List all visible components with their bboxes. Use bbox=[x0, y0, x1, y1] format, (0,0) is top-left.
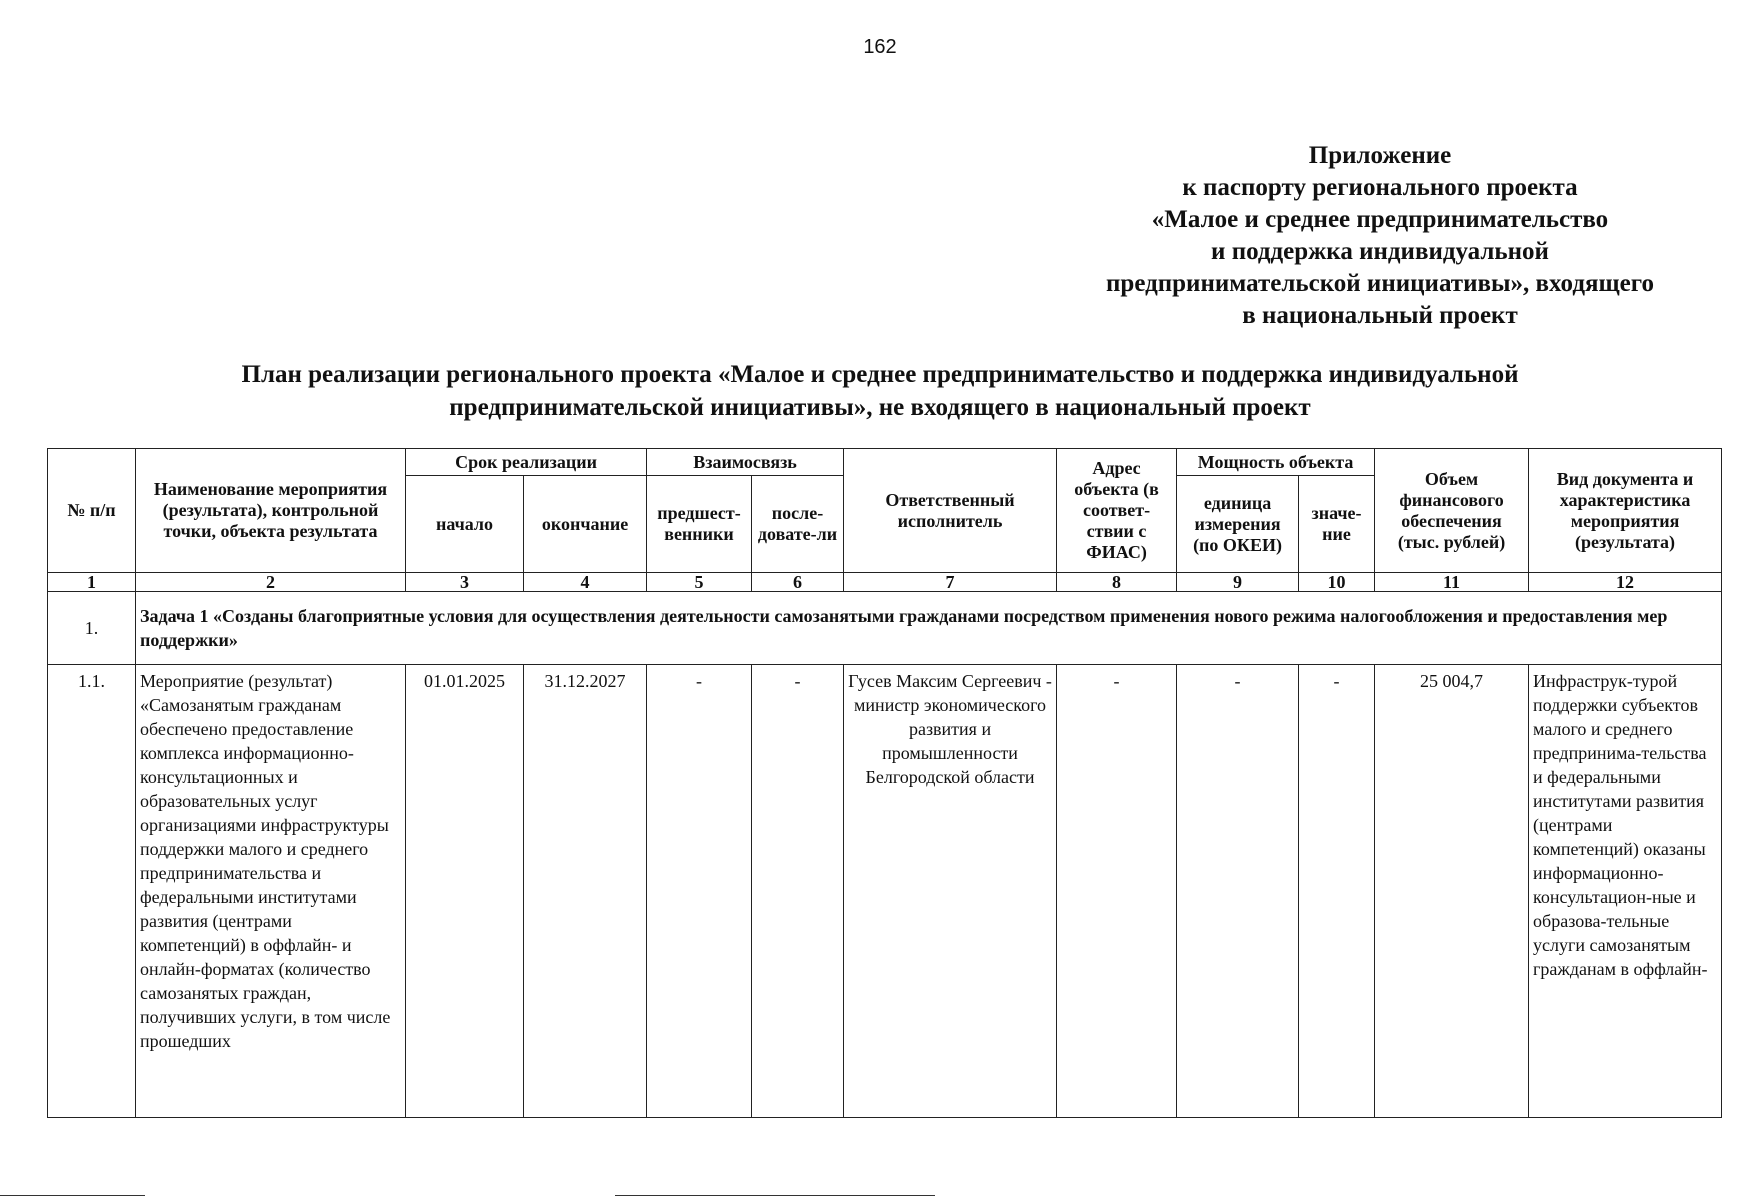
plan-title-line: План реализации регионального проекта «Малое и среднее предпринимательство и поддержка индивидуальной bbox=[241, 361, 1519, 388]
header-start: начало bbox=[406, 476, 524, 573]
column-number: 12 bbox=[1529, 573, 1722, 592]
page-number: 162 bbox=[863, 36, 897, 58]
header-responsible: Ответственный исполнитель bbox=[844, 449, 1057, 573]
row-name: Мероприятие (результат) «Самозанятым гражданам обеспечено предоставление комплекса информационно-консультационных и образовательных услуг организациями инфраструктуры поддержки малого и среднего предпринимательства и федеральными институтами развития (центрами компетенций) в оффлайн- и онлайн-форматах (количество самозанятых граждан, получивших услуги, в том числе прошедших bbox=[140, 671, 391, 1051]
header-predecessors: предшест-венники bbox=[647, 476, 752, 573]
footer-rule bbox=[615, 1195, 935, 1196]
footer-rule bbox=[0, 1195, 145, 1196]
header-num: № п/п bbox=[48, 449, 136, 573]
header-name: Наименование мероприятия (результата), контрольной точки, объекта результата bbox=[136, 449, 406, 573]
column-number: 2 bbox=[136, 573, 406, 592]
header-unit: единица измерения (по ОКЕИ) bbox=[1177, 476, 1299, 573]
header-address: Адрес объекта (в соответ-ствии с ФИАС) bbox=[1057, 449, 1177, 573]
row-value: - bbox=[1299, 665, 1375, 1118]
row-address: - bbox=[1057, 665, 1177, 1118]
header-relation: Взаимосвязь bbox=[647, 449, 844, 476]
row-doc-type: Инфраструк-турой поддержки субъектов малого и среднего предпринима-тельства и федеральными институтами развития (центрами компетенций) оказаны информационно-консультацион-ные и образова-тельные услуги самозанятым гражданам в оффлайн- bbox=[1533, 671, 1708, 979]
header-capacity: Мощность объекта bbox=[1177, 449, 1375, 476]
appendix-line: «Малое и среднее предпринимательство bbox=[1151, 206, 1609, 233]
column-number: 1 bbox=[48, 573, 136, 592]
column-number-row bbox=[48, 573, 1722, 592]
task-title: Задача 1 «Созданы благоприятные условия для осуществления деятельности самозанятыми гражданами посредством применения нового режима налогообложения и предоставления мер поддержки» bbox=[136, 592, 1722, 665]
row-unit: - bbox=[1177, 665, 1299, 1118]
header-row bbox=[48, 449, 1722, 476]
appendix-line: в национальный проект bbox=[1242, 302, 1518, 329]
row-funding: 25 004,7 bbox=[1375, 665, 1529, 1118]
row-successors: - bbox=[752, 665, 844, 1118]
plan-title bbox=[150, 358, 1610, 424]
header-value: значе-ние bbox=[1299, 476, 1375, 573]
column-number: 5 bbox=[647, 573, 752, 592]
header-end: окончание bbox=[524, 476, 647, 573]
column-number: 6 bbox=[752, 573, 844, 592]
column-number: 4 bbox=[524, 573, 647, 592]
appendix-line: и поддержка индивидуальной bbox=[1211, 238, 1549, 265]
row-end-date: 31.12.2027 bbox=[524, 665, 647, 1118]
row-start-date: 01.01.2025 bbox=[406, 665, 524, 1118]
row-number: 1.1. bbox=[48, 665, 136, 1118]
column-number: 11 bbox=[1375, 573, 1529, 592]
header-successors: после-довате-ли bbox=[752, 476, 844, 573]
task-number: 1. bbox=[48, 592, 136, 665]
column-number: 9 bbox=[1177, 573, 1299, 592]
row-predecessors: - bbox=[647, 665, 752, 1118]
table-row bbox=[48, 665, 1722, 1118]
column-number: 10 bbox=[1299, 573, 1375, 592]
row-responsible: Гусев Максим Сергеевич - министр экономического развития и промышленности Белгородской области bbox=[844, 665, 1057, 1118]
plan-title-line: предпринимательской инициативы», не входящего в национальный проект bbox=[449, 394, 1311, 421]
appendix-header bbox=[1060, 140, 1700, 332]
column-number: 8 bbox=[1057, 573, 1177, 592]
appendix-line: предпринимательской инициативы», входящего bbox=[1106, 270, 1654, 297]
header-funding: Объем финансового обеспечения (тыс. рублей) bbox=[1375, 449, 1529, 573]
appendix-line: к паспорту регионального проекта bbox=[1182, 174, 1578, 201]
column-number: 3 bbox=[406, 573, 524, 592]
header-period: Срок реализации bbox=[406, 449, 647, 476]
task-row bbox=[48, 592, 1722, 665]
implementation-plan-table bbox=[47, 448, 1722, 1118]
header-doc-type: Вид документа и характеристика мероприятия (результата) bbox=[1529, 449, 1722, 573]
appendix-line: Приложение bbox=[1308, 142, 1452, 169]
column-number: 7 bbox=[844, 573, 1057, 592]
